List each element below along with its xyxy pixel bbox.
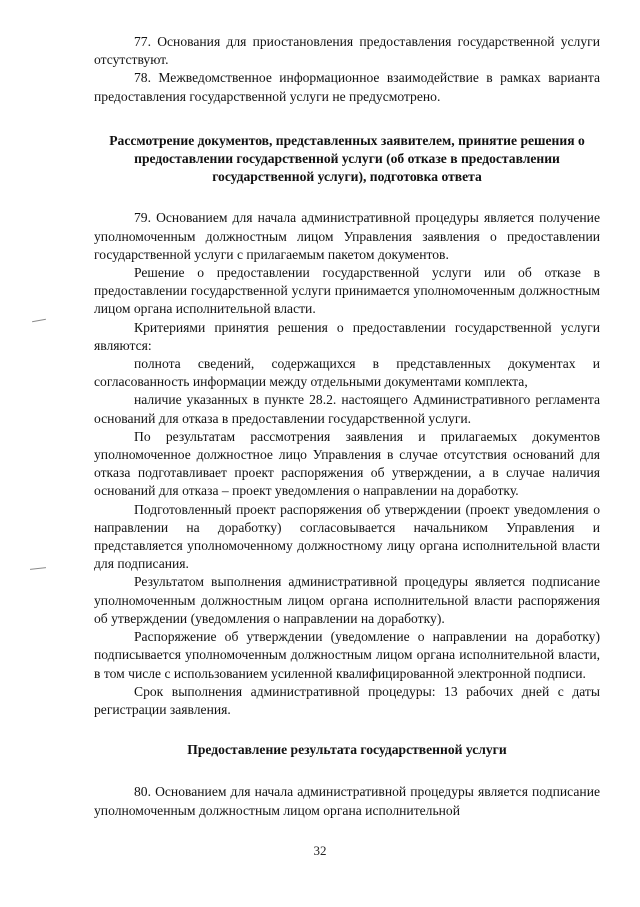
section-heading-result: Предоставление результата государственной услуги <box>187 742 507 758</box>
margin-mark <box>32 319 46 322</box>
paragraph-prepared-draft: Подготовленный проект распоряжения об утверждении (проект уведомления о направлении на доработку) согласовывается начальником Управления и представляется уполномоченному должностному лицу органа исполнительной власти для подписания. <box>94 501 600 572</box>
paragraph-decision: Решение о предоставлении государственной услуги или об отказе в предоставлении государственной услуги принимается уполномоченным должностным лицом органа исполнительной власти. <box>94 265 600 317</box>
paragraph-procedure-result: Результатом выполнения административной процедуры является подписание уполномоченным должностным лицом органа исполнительной власти распоряжения об утверждении (уведомления о направлении на доработку). <box>94 574 600 626</box>
paragraph-79: 79. Основанием для начала административной процедуры является получение уполномоченным должностным лицом Управления заявления о предоставлении государственной услуги с прилагаемым пакетом документов. <box>94 210 600 262</box>
margin-mark <box>30 567 46 570</box>
paragraph-deadline: Срок выполнения административной процедуры: 13 рабочих дней с даты регистрации заявления. <box>94 683 600 717</box>
page-number: 32 <box>313 843 327 858</box>
paragraph-grounds: наличие указанных в пункте 28.2. настоящего Административного регламента оснований для отказа в предоставлении государственной услуги. <box>94 392 600 426</box>
paragraph-78: 78. Межведомственное информационное взаимодействие в рамках варианта предоставления государственной услуги не предусмотрено. <box>94 70 600 104</box>
document-body <box>94 33 600 820</box>
paragraph-signing: Распоряжение об утверждении (уведомление о направлении на доработку) подписывается уполномоченным должностным лицом органа исполнительной власти, в том числе с использованием усиленной квалифицированной электронной подписи. <box>94 629 600 681</box>
paragraph-77: 77. Основания для приостановления предоставления государственной услуги отсутствуют. <box>94 34 600 68</box>
paragraph-80: 80. Основанием для начала административной процедуры является подписание уполномоченным должностным лицом органа исполнительной <box>94 784 600 818</box>
paragraph-review-results: По результатам рассмотрения заявления и прилагаемых документов уполномоченное должностное лицо Управления в случае отсутствия оснований для отказа подготавливает проект распоряжения об утверждении, а в случае наличия оснований для отказа – проект уведомления о направлении на доработку. <box>94 428 600 499</box>
section-heading-review: Рассмотрение документов, представленных заявителем, принятие решения о предоставлении государственной услуги (об отказе в предоставлении государственной услуги), подготовка ответа <box>109 132 585 185</box>
paragraph-completeness: полнота сведений, содержащихся в представленных документах и согласованность информации между отдельными документами комплекта, <box>94 356 600 390</box>
paragraph-criteria: Критериями принятия решения о предоставлении государственной услуги являются: <box>94 319 600 353</box>
